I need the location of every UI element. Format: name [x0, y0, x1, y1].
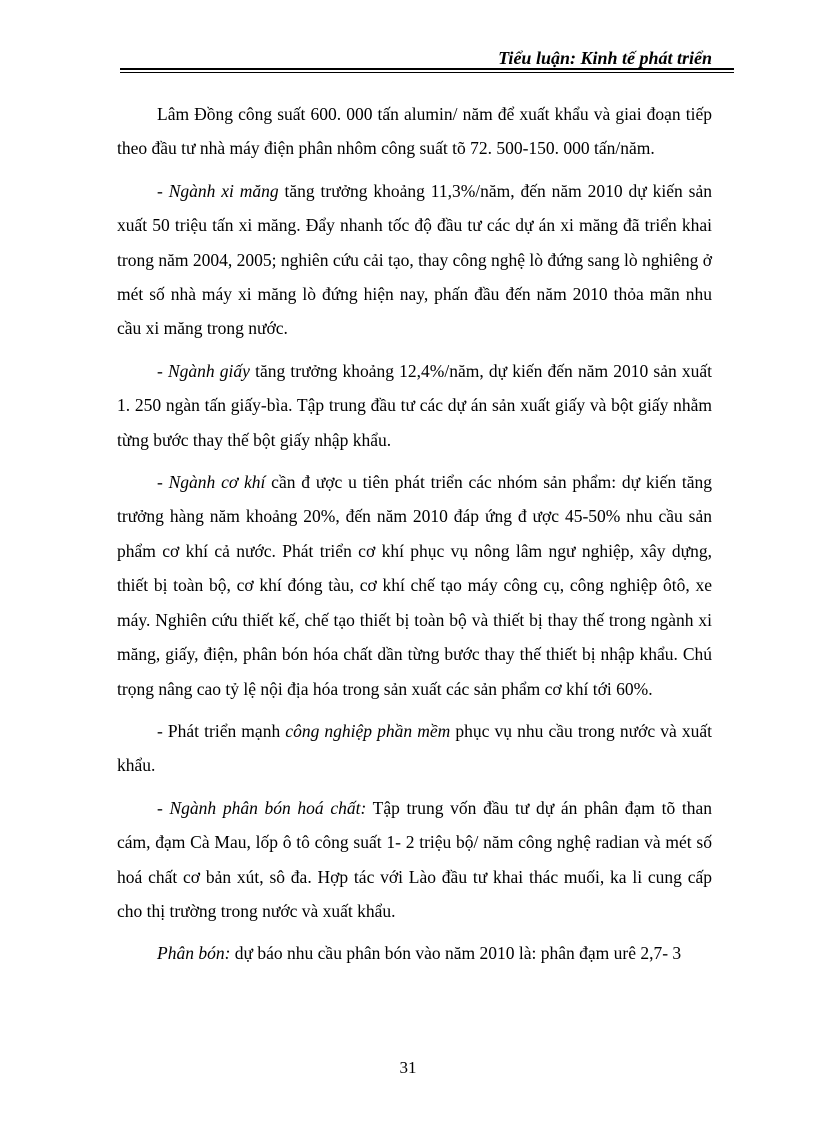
paragraph-text: cần đ ược u tiên phát triển các nhóm sản phẩm: dự kiến tăng trưởng hàng năm khoảng 20%, đến năm 2010 đáp ứng đ ược 45-50% nhu cầu sản phẩm cơ khí cả nước. Phát triển cơ khí phục vụ nông lâm ngư nghiệp, xây dựng, thiết bị toàn bộ, cơ khí đóng tàu, cơ khí chế tạo máy công cụ, công nghiệp ôtô, xe máy. Nghiên cứu thiết kế, chế tạo thiết bị toàn bộ và thiết bị thay thế trong ngành xi măng, giấy, điện, phân bón hóa chất dần từng bước thay thế thiết bị nhập khẩu. Chú trọng nâng cao tỷ lệ nội địa hóa trong sản xuất các sản phẩm cơ khí tới 60%. — [117, 472, 712, 699]
italic-term: Ngành xi măng — [168, 180, 279, 201]
paragraph-2 — [117, 174, 712, 346]
paragraph-4 — [117, 465, 712, 706]
italic-term: công nghiệp phần mềm — [285, 720, 451, 741]
paragraph-text: dự báo nhu cầu phân bón vào năm 2010 là: phân đạm urê 2,7- 3 — [230, 943, 682, 964]
paragraph-text: tăng trưởng khoảng 12,4%/năm, dự kiến đến năm 2010 sản xuất 1. 250 ngàn tấn giấy-bìa. Tập trung đầu tư các dự án sản xuất giấy và bột giấy nhằm từng bước thay thế bột giấy nhập khẩu. — [117, 360, 712, 450]
paragraph-prefix: - — [157, 797, 170, 818]
paragraph-5 — [117, 714, 712, 783]
paragraph-7 — [117, 936, 712, 970]
paragraph-text: Lâm Đồng công suất 600. 000 tấn alumin/ năm để xuất khẩu và giai đoạn tiếp theo đầu tư nhà máy điện phân nhôm công suất tõ 72. 500-150. 000 tấn/năm. — [117, 104, 712, 159]
italic-term: Ngành phân bón hoá chất: — [169, 797, 367, 818]
paragraph-3 — [117, 354, 712, 457]
paragraph-prefix: - — [157, 472, 169, 493]
paragraph-prefix: - — [157, 180, 169, 201]
italic-term: Phân bón: — [157, 943, 231, 964]
header-rule-thin — [120, 72, 734, 73]
header-title: Tiểu luận: Kinh tế phát triển — [498, 48, 712, 68]
italic-term: Ngành cơ khí — [168, 472, 266, 493]
paragraph-text: tăng trưởng khoảng 11,3%/năm, đến năm 2010 dự kiến sản xuất 50 triệu tấn xi măng. Đẩy nhanh tốc độ đầu tư các dự án xi măng đã triển khai trong năm 2004, 2005; nghiên cứu cải tạo, thay công nghệ lò đứng sang lò nghiêng ở mét số nhà máy xi măng lò đứng hiện nay, phấn đầu đến năm 2010 thỏa mãn nhu cầu xi măng trong nước. — [117, 180, 712, 339]
header-rule — [120, 68, 734, 70]
paragraph-prefix: - Phát triển mạnh — [157, 720, 286, 741]
document-body — [117, 97, 712, 971]
italic-term: Ngành giấy — [167, 360, 250, 381]
paragraph-prefix: - — [157, 360, 168, 381]
page-number: 31 — [399, 1058, 417, 1077]
paragraph-text: phục vụ nhu cầu trong nước và xuất khẩu. — [117, 720, 712, 776]
paragraph-6 — [117, 791, 712, 929]
paragraph-1 — [117, 97, 712, 166]
paragraph-text: Tập trung vốn đầu tư dự án phân đạm tõ than cám, đạm Cà Mau, lốp ô tô công suất 1- 2 triệu bộ/ năm công nghệ radian và mét số hoá chất cơ bản xút, sô đa. Hợp tác với Lào đầu tư khai thác muối, ka li cung cấp cho thị trường trong nước và xuất khẩu. — [117, 797, 712, 921]
